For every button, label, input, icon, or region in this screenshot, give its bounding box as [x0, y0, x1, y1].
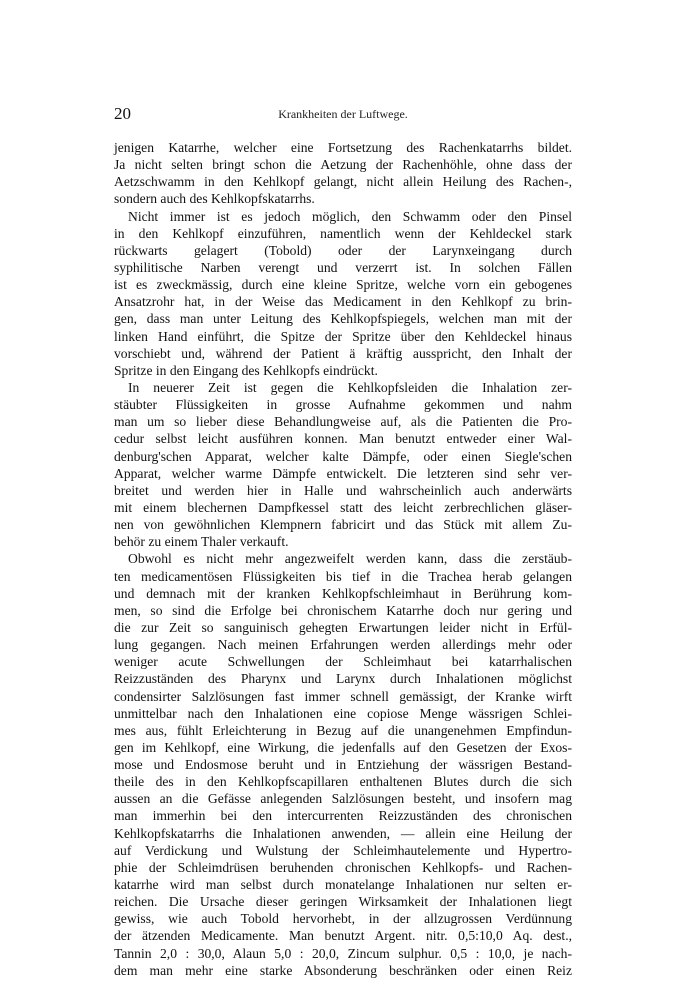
text-line: die zur Zeit so sanguinisch gehegten Erwartungen leider nicht in Erfül-	[114, 619, 572, 635]
text-line: Tannin 2,0 : 30,0, Alaun 5,0 : 20,0, Zincum sulphur. 0,5 : 10,0, je nach-	[114, 945, 572, 961]
text-line: Apparat, welcher warme Dämpfe entwickelt. Die letzteren sind sehr ver-	[114, 465, 572, 481]
text-line: denburg'schen Apparat, welcher kalte Dämpfe, oder einen Siegle'schen	[114, 448, 572, 464]
text-line: ist es zweckmässig, durch eine kleine Spritze, welche vorn ein gebogenes	[114, 277, 572, 293]
text-line: katarrhe wird man selbst durch monatelange Inhalationen nur selten er-	[114, 877, 572, 893]
text-line: theile des in den Kehlkopfscapillaren enthaltenen Blutes durch die sich	[114, 774, 572, 790]
text-line: gewiss, wie auch Tobold hervorhebt, in der allzugrossen Verdünnung	[114, 911, 572, 927]
text-line: der ätzenden Medicamente. Man benutzt Argent. nitr. 0,5:10,0 Aq. dest.,	[114, 928, 572, 944]
text-line: mit einem blechernen Dampfkessel statt des leicht zerbrechlichen gläser-	[114, 499, 572, 515]
text-line: Kehlkopfskatarrhs die Inhalationen anwenden, — allein eine Heilung der	[114, 825, 572, 841]
text-line: reichen. Die Ursache dieser geringen Wirksamkeit der Inhalationen liegt	[114, 894, 572, 910]
text-line: sondern auch des Kehlkopfskatarrhs.	[114, 191, 315, 207]
text-line: gen, dass man unter Leitung des Kehlkopfspiegels, welchen man mit der	[114, 311, 572, 327]
text-line: rückwarts gelagert (Tobold) oder der Larynxeingang durch	[114, 242, 572, 258]
text-line: behör zu einem Thaler verkauft.	[114, 534, 289, 550]
text-line: Reizzuständen des Pharynx und Larynx durch Inhalationen möglichst	[114, 671, 572, 687]
text-line: Nicht immer ist es jedoch möglich, den Schwamm oder den Pinsel	[128, 208, 572, 224]
text-line: gen im Kehlkopf, eine Wirkung, die jedenfalls auf den Gesetzen der Exos-	[114, 739, 572, 755]
text-line: Ansatzrohr hat, in der Weise das Medicament in den Kehlkopf zu brin-	[114, 294, 572, 310]
text-line: auf Verdickung und Wulstung der Schleimhautelemente und Hypertro-	[114, 842, 572, 858]
text-line: stäubter Flüssigkeiten in grosse Aufnahme gekommen und nahm	[114, 397, 572, 413]
text-line: vorschiebt und, während der Patient ä kräftig ausspricht, den Inhalt der	[114, 345, 572, 361]
text-line: ten medicamentösen Flüssigkeiten bis tief in die Trachea herab gelangen	[114, 568, 572, 584]
text-line: unmittelbar nach den Inhalationen eine copiose Menge wässrigen Schlei-	[114, 705, 572, 721]
text-line: in den Kehlkopf einzuführen, namentlich wenn der Kehldeckel stark	[114, 225, 572, 241]
text-line: mes aus, fühlt Erleichterung in Bezug auf die unangenehmen Empfindun-	[114, 722, 572, 738]
text-line: Obwohl es nicht mehr angezweifelt werden kann, dass die zerstäub-	[128, 551, 572, 567]
text-line: Spritze in den Eingang des Kehlkopfs eindrückt.	[114, 362, 378, 378]
text-line: breitet und werden hier in Halle und wahrscheinlich auch anderwärts	[114, 482, 572, 498]
text-line: man immerhin bei den intercurrenten Reizzuständen des chronischen	[114, 808, 572, 824]
text-line: men, so sind die Erfolge bei chronischem Katarrhe doch nur gering und	[114, 602, 572, 618]
text-line: dem man mehr eine starke Absonderung beschränken oder einen Reiz	[114, 962, 572, 978]
body-text	[114, 139, 572, 979]
text-line: man um so lieber diese Behandlungweise auf, als die Patienten die Pro-	[114, 414, 572, 430]
running-head	[114, 104, 572, 124]
running-title: Krankheiten der Luftwege.	[278, 107, 408, 121]
text-line: weniger acute Schwellungen der Schleimhaut bei katarrhalischen	[114, 654, 572, 670]
text-line: condensirter Salzlösungen fast immer schnell gemässigt, der Kranke wirft	[114, 688, 572, 704]
text-line: linken Hand einführt, die Spitze der Spritze über den Kehldeckel hinaus	[114, 328, 572, 344]
text-line: nen von gewöhnlichen Klempnern fabricirt und das Stück mit allem Zu-	[114, 517, 572, 533]
text-line: mose und Endosmose beruht und in Entziehung der wässrigen Bestand-	[114, 757, 572, 773]
text-line: syphilitische Narben verengt und verzerrt ist. In solchen Fällen	[114, 259, 572, 275]
text-line: Aetzschwamm in den Kehlkopf gelangt, nicht allein Heilung des Rachen-,	[114, 174, 572, 190]
text-line: und demnach mit der kranken Kehlkopfschleimhaut in Berührung kom-	[114, 585, 572, 601]
text-line: lung gegangen. Nach meinen Erfahrungen werden allerdings mehr oder	[114, 637, 572, 653]
text-line: phie der Schleimdrüsen beruhenden chronischen Kehlkopfs- und Rachen-	[114, 859, 572, 875]
text-line: aussen an die Gefässe anlegenden Salzlösungen besteht, und insofern mag	[114, 791, 572, 807]
text-line: In neuerer Zeit ist gegen die Kehlkopfsleiden die Inhalation zer-	[128, 379, 572, 395]
text-line: Ja nicht selten bringt schon die Aetzung der Rachenhöhle, ohne dass der	[114, 157, 572, 173]
page-number: 20	[114, 104, 131, 123]
text-line: cedur selbst leicht ausführen konnen. Man benutzt entweder einer Wal-	[114, 431, 572, 447]
text-line: jenigen Katarrhe, welcher eine Fortsetzung des Rachenkatarrhs bildet.	[114, 140, 572, 155]
